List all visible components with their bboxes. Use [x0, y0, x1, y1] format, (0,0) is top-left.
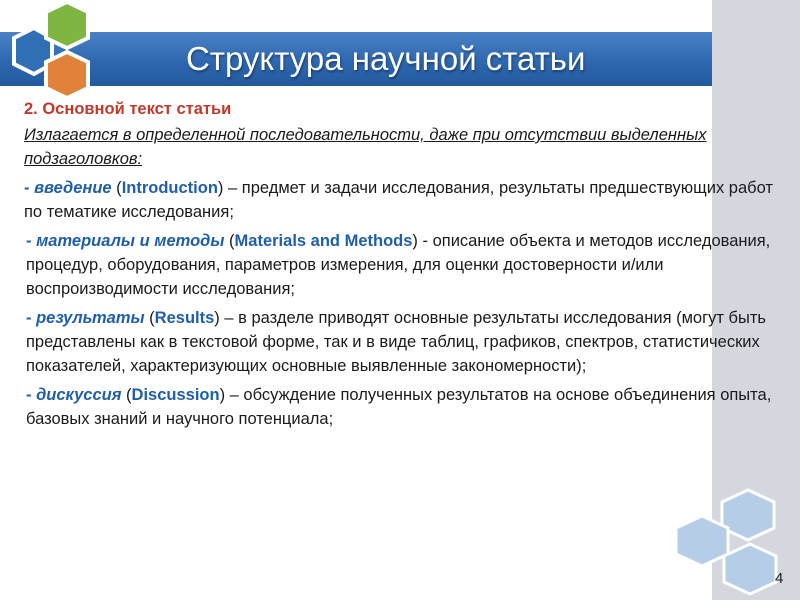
hex-light-icon	[676, 516, 728, 566]
item-dash: -	[24, 179, 35, 197]
slide-body	[24, 97, 794, 436]
intro-text: Излагается в определенной последовательности, даже при отсутствии выделенных подзаголовков:	[24, 126, 707, 168]
item-text: – предмет и задачи исследования, результаты предшествующих работ по тематике исследования;	[24, 179, 773, 221]
item-term: результаты	[36, 309, 145, 327]
item-dash: -	[26, 386, 37, 404]
item-term: введение	[34, 179, 112, 197]
list-item: - результаты (Results) – в разделе приводят основные результаты исследования (могут быть представлены как в текстовой форме, так и в виде таблиц, графиков, спектров, статистических показателей, характеризующих основные выявленные закономерности);	[26, 309, 766, 375]
item-dash: -	[26, 232, 37, 250]
item-english: Introduction	[121, 179, 218, 197]
item-term: материалы и методы	[36, 232, 225, 250]
item-english: Materials and Methods	[234, 232, 413, 250]
list-item: - материалы и методы (Materials and Methods) - описание объекта и методов исследования, процедур, оборудования, параметров измерения, для оценки достоверности и/или воспроизводимости исследования;	[26, 232, 771, 298]
slide-number: 4	[775, 570, 784, 587]
hex-light-icon	[724, 544, 776, 594]
item-text: – обсуждение полученных результатов на основе объединения опыта, базовых знаний и научного потенциала;	[26, 386, 772, 428]
item-english: Discussion	[131, 386, 220, 404]
hex-orange-icon	[46, 52, 88, 98]
slide-title: Структура научной статьи	[186, 40, 586, 77]
list-item: - введение (Introduction) – предмет и задачи исследования, результаты предшествующих работ по тематике исследования;	[24, 179, 773, 221]
section-subtitle: 2. Основной текст статьи	[24, 100, 232, 118]
item-text: - описание объекта и методов исследования, процедур, оборудования, параметров измерения, для оценки достоверности и/или воспроизводимости исследования;	[26, 232, 771, 298]
hex-green-icon	[46, 2, 88, 48]
item-dash: -	[26, 309, 37, 327]
item-text: – в разделе приводят основные результаты исследования (могут быть представлены как в текстовой форме, так и в виде таблиц, графиков, спектров, статистических показателей, характеризующих основные выявленные закономерности);	[26, 309, 766, 375]
list-item: - дискуссия (Discussion) – обсуждение полученных результатов на основе объединения опыта, базовых знаний и научного потенциала;	[26, 386, 772, 428]
item-term: дискуссия	[36, 386, 122, 404]
item-english: Results	[154, 309, 215, 327]
hex-light-icon	[722, 490, 774, 540]
